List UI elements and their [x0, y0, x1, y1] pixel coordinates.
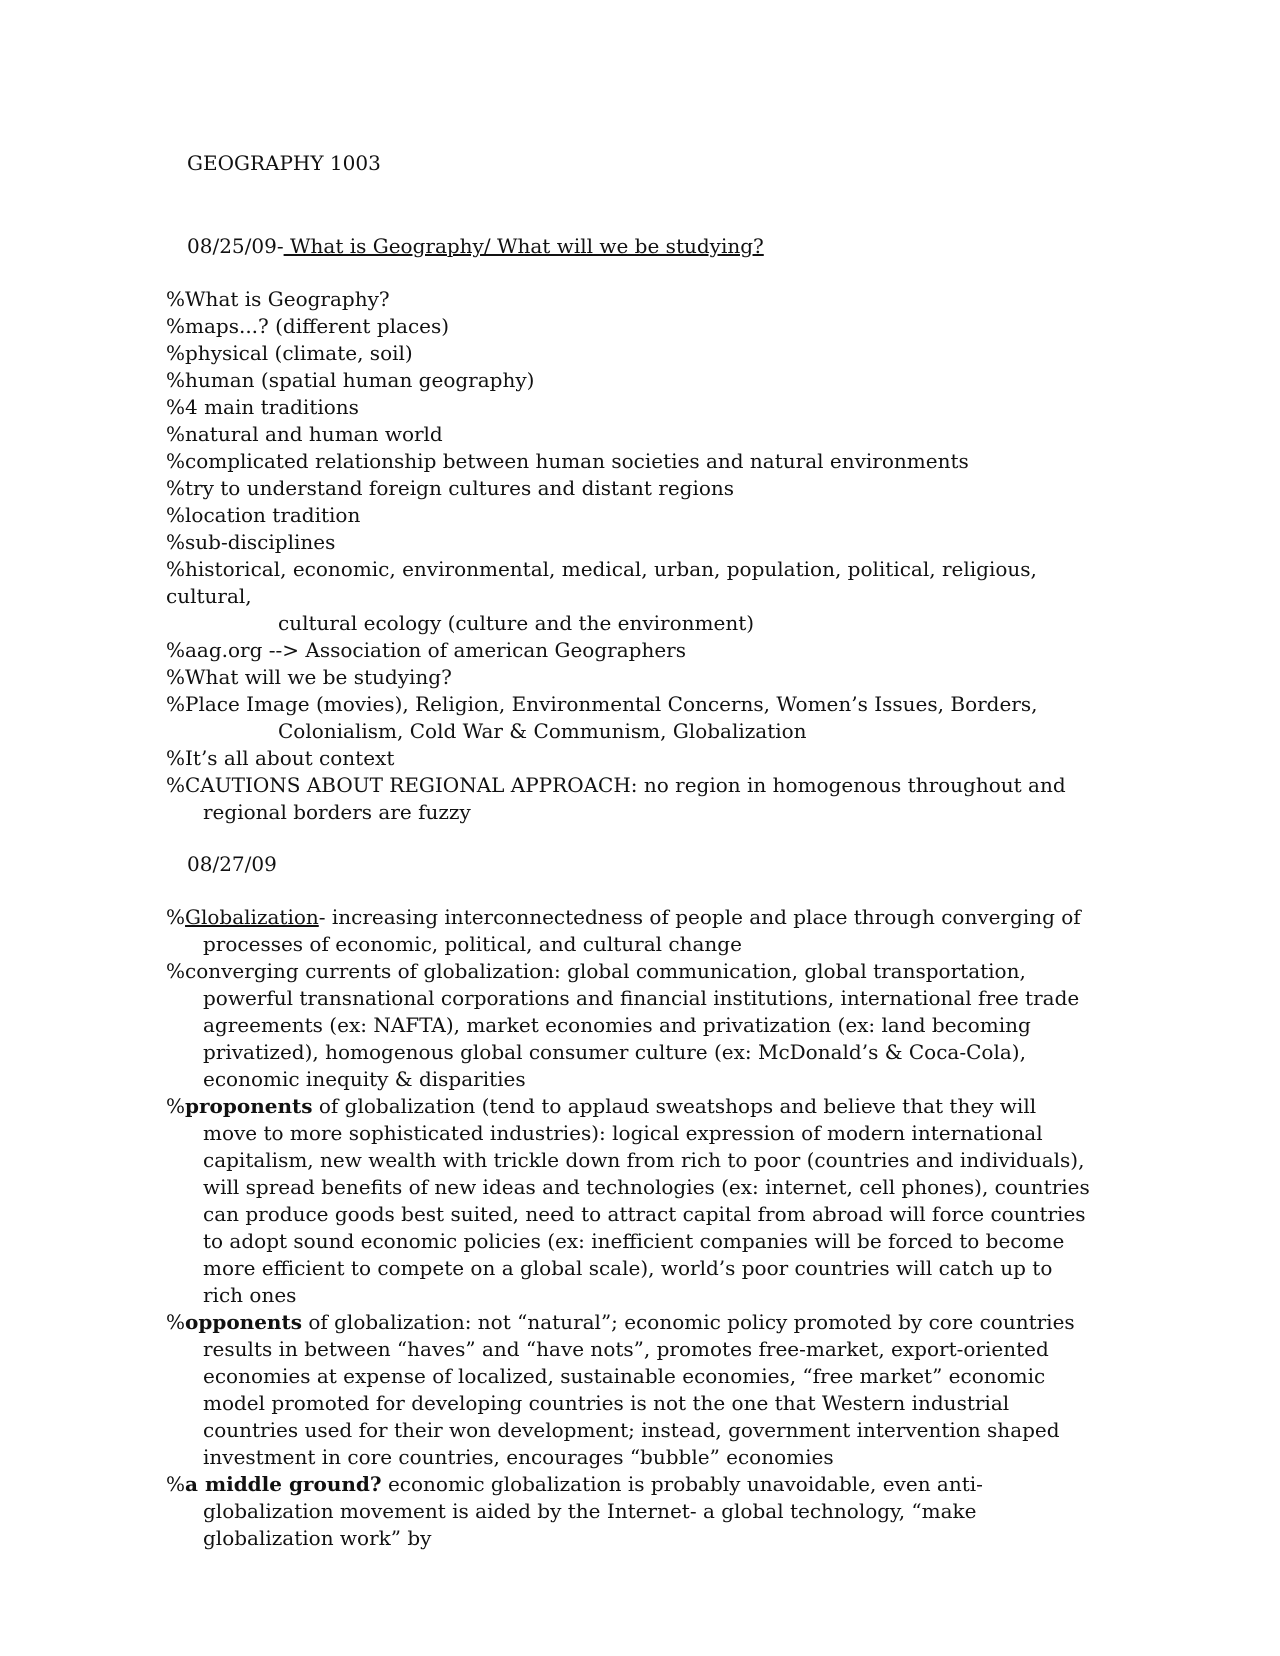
note-item: %It’s all about context [166, 746, 395, 770]
note-prefix: % [166, 1094, 186, 1118]
note-continuation: Colonialism, Cold War & Communism, Globalization [278, 719, 807, 743]
note-item: %Place Image (movies), Religion, Environmental Concerns, Women’s Issues, Borders, [166, 692, 1038, 716]
note-prefix: % [166, 905, 186, 929]
note-item: %historical, economic, environmental, medical, urban, population, political, religious, cultural, [166, 557, 1037, 608]
note-item: %natural and human world [166, 422, 443, 446]
section-1-header [187, 233, 764, 260]
note-item: %physical (climate, soil) [166, 341, 413, 365]
note-prefix: % [166, 1472, 186, 1496]
proponents-note [166, 1093, 1096, 1309]
globalization-term: Globalization [185, 905, 319, 929]
note-item: %aag.org --> Association of american Geographers [166, 638, 686, 662]
note-item: %What will we be studying? [166, 665, 452, 689]
middle-ground-term: a middle ground? [185, 1472, 382, 1496]
note-item: %What is Geography? [166, 287, 390, 311]
opponents-text: of globalization: not “natural”; economic policy promoted by core countries results in between “haves” and “have nots”, promotes free-market, export-oriented economies at expense of localized, sustainable economies, “free market” economic model promoted for developing countries is not the one that Western industrial countries used for their won development; instead, government intervention shaped investment in core countries, encourages “bubble” economies [203, 1310, 1075, 1469]
currents-note: %converging currents of globalization: global communication, global transportation, powerful transnational corporations and financial institutions, international free trade agreements (ex: NAFTA), market economies and privatization (ex: land becoming privatized), homogenous global consumer culture (ex: McDonald’s & Coca-Cola), economic inequity & disparities [166, 959, 1080, 1091]
note-item: %4 main traditions [166, 395, 359, 419]
section-2-date: 08/27/09 [187, 852, 277, 876]
globalization-note [166, 904, 1096, 958]
middle-ground-text: economic globalization is probably unavoidable, even anti-globalization movement is aided by the Internet- a global technology, “make globalization work” by [203, 1472, 983, 1550]
section-1-date: 08/25/09- [187, 234, 284, 258]
note-item: %sub-disciplines [166, 530, 336, 554]
note-item: %maps...? (different places) [166, 314, 450, 338]
note-prefix: % [166, 1310, 186, 1334]
note-item: %location tradition [166, 503, 361, 527]
note-item: %human (spatial human geography) [166, 368, 535, 392]
proponents-text: of globalization (tend to applaud sweatshops and believe that they will move to more sophisticated industries): logical expression of modern international capitalism, new wealth with trickle down from rich to poor (countries and individuals), will spread benefits of new ideas and technologies (ex: internet, cell phones), countries can produce goods best suited, need to attract capital from abroad will force countries to adopt sound economic policies (ex: inefficient companies will be forced to become more efficient to compete on a global scale), world’s poor countries will catch up to rich ones [203, 1094, 1090, 1307]
document-title: GEOGRAPHY 1003 [187, 151, 381, 175]
section-1-notes [166, 286, 1096, 826]
section-2-notes [166, 904, 1096, 1552]
section-1-heading: What is Geography/ What will we be studying? [283, 234, 764, 258]
proponents-term: proponents [185, 1094, 313, 1118]
note-item: %try to understand foreign cultures and distant regions [166, 476, 735, 500]
note-item: %CAUTIONS ABOUT REGIONAL APPROACH: no region in homogenous throughout and regional borders are fuzzy [166, 773, 1066, 824]
globalization-definition: - increasing interconnectedness of people and place through converging of processes of economic, political, and cultural change [203, 905, 1081, 956]
note-continuation: cultural ecology (culture and the environment) [278, 611, 755, 635]
opponents-note [166, 1309, 1096, 1471]
opponents-term: opponents [185, 1310, 302, 1334]
middle-ground-note [166, 1471, 1096, 1552]
note-item: %complicated relationship between human societies and natural environments [166, 449, 969, 473]
